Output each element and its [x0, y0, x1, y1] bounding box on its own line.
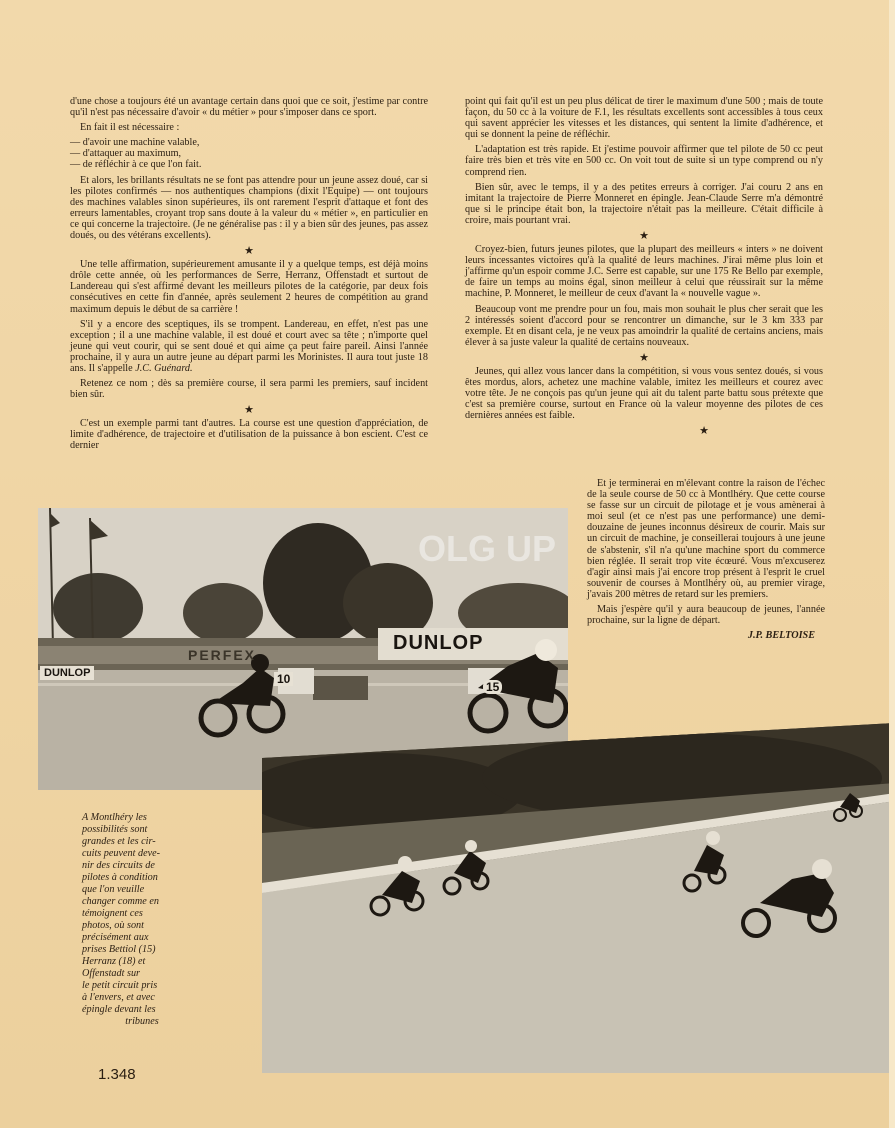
caption-line: nir des circuits de	[82, 860, 155, 871]
star-separator: ★	[244, 245, 254, 258]
star-separator: ★	[639, 351, 649, 364]
banner-dunlop-right: DUNLOP	[393, 632, 484, 654]
paragraph: d'une chose a toujours été un avantage certain dans quoi que ce soit, j'estime par contre qu'il n'est pas nécessaire d'avoir « du métier » pour s'imposer dans ce sport.	[70, 96, 428, 119]
race-photo-bottom-illustration	[262, 723, 895, 1073]
paragraph: point qui fait qu'il est un peu plus délicat de tirer le maximum d'une 500 ; mais de toute façon, du 50 cc à la voiture de F.1, les résultats excellents sont accessibles à tous ceux qui savent apprécier les vitesses et les distances, qui sentent la limite d'adhérence, et qui se donnent la peine de réfléchir.	[465, 96, 823, 141]
race-number-15: 15	[483, 680, 502, 694]
paragraph: Et alors, les brillants résultats ne se font pas attendre pour un jeune assez doué, car si les pilotes confirmés — nos authentiques champions (dixit l'Equipe) — ont toujours des machines valables sinon supérieures, ils ont rarement l'esprit d'attaque et font des erreurs lamentables, croyant trop sans doute à la valeur du « métier », en particulier en ce qui concerne la trajectoire. (Je ne généralise pas : il y a bien sûr des jeunes, pas assez doués, ou des vétérans excellents).	[70, 174, 428, 242]
star-separator: ★	[244, 404, 254, 417]
list-item: — d'avoir une machine valable,	[70, 137, 200, 149]
paragraph: Bien sûr, avec le temps, il y a des petites erreurs à corriger. J'ai couru 2 ans en imitant la trajectoire de Pierre Monneret en épingle. Jean-Claude Serre m'a démontré que si le principe était bon, la trajectoire n'était pas la meilleure. C'était difficile à croire, mais pourtant vrai.	[465, 181, 823, 226]
paragraph: Beaucoup vont me prendre pour un fou, mais mon souhait le plus cher serait que les 2 intéressés soient d'accord pour se rencontrer un dimanche, sur le 3 km 333 par exemple. Et en disant cela, je ne veux pas amoindrir la qualité de certains anciens, mais élever à sa juste valeur la qualité de certains nouveaux.	[465, 303, 823, 348]
article-closing-column	[587, 478, 825, 641]
requirements-list	[70, 137, 428, 170]
race-photo-bottom	[262, 723, 895, 1073]
caption-line: possibilités sont	[82, 824, 148, 835]
rider-name: J.C. Guénard.	[135, 362, 193, 374]
paragraph: En fait il est nécessaire :	[80, 122, 180, 134]
article-left-column	[70, 96, 428, 456]
caption-line: grandes et les cir-	[82, 836, 156, 847]
paragraph: Et je terminerai en m'élevant contre la raison de l'échec de la seule course de 50 cc à Montlhéry. Que cette course se fasse sur un circuit de pilotage et je vous amènerai à moi seul (et ce n'est pas une performance) une demi-douzaine de jeunes inconnus désireux de courir. Mais sur un circuit de machine, je conseillerai toujours à une jeune de s'abstenir, s'il n'a qu'une machine sport du commerce bien réglée. Il serait trop vite écœuré. Vous m'excuserez d'agir ainsi mais j'ai encore trop présent à l'esprit le cruel souvenir de courses à Montlhéry où, au premier virage, j'avais 200 mètres de retard sur les premiers.	[587, 478, 825, 600]
race-number-10: 10	[274, 672, 293, 686]
caption-line: épingle devant les	[82, 1004, 156, 1015]
banner-perfex: PERFEX	[188, 647, 257, 663]
author-signature: J.P. BELTOISE	[747, 630, 815, 642]
list-item: — d'attaquer au maximum,	[70, 148, 182, 160]
caption-line: précisément aux	[82, 932, 149, 943]
article-right-column	[465, 96, 823, 439]
paragraph: Une telle affirmation, supérieurement amusante il y a quelque temps, est déjà moins drôle cette année, où les performances de Serre, Herranz, Offenstadt et surtout de Landereau qui s'est affirmé devant les meilleurs pilotes de la catégorie, par deux fois consécutives en cette fin d'année, après seulement 2 heures de compétition au grand maximum depuis le début de sa carrière !	[70, 259, 428, 315]
paragraph: Retenez ce nom ; dès sa première course, il sera parmi les premiers, sauf incident bien sûr.	[70, 378, 428, 401]
star-separator: ★	[639, 230, 649, 243]
banner-dunlop-left: DUNLOP	[40, 666, 94, 680]
caption-line: Herranz (18) et	[82, 956, 146, 967]
photo-caption	[82, 812, 202, 1028]
caption-line: tribunes	[125, 1016, 159, 1027]
caption-line: pilotes à condition	[82, 872, 158, 883]
caption-line: à l'envers, et avec	[82, 992, 155, 1003]
caption-line: cuits peuvent deve-	[82, 848, 161, 859]
caption-line: que l'on veuille	[82, 884, 145, 895]
paragraph: Jeunes, qui allez vous lancer dans la compétition, si vous vous sentez doués, si vous êtes mordus, alors, achetez une machine valable, imitez les meilleurs et courez avec votre tête. Je ne conçois pas qu'un jeune qui ait du talent parte battu sous prétexte que c'est sa première course, surtout en France où la valeur moyenne des pilotes de ces dernières années est faible.	[465, 365, 823, 422]
page-number: 1.348	[98, 1066, 136, 1083]
watermark-logo: OLG UP	[418, 528, 557, 569]
paragraph: Mais j'espère qu'il y aura beaucoup de jeunes, l'année prochaine, sur la ligne de départ.	[587, 604, 825, 627]
paragraph: C'est un exemple parmi tant d'autres. La course est une question d'appréciation, de limite d'adhérence, de trajectoire et d'utilisation de la puissance à bon escient. C'est ce dernier	[70, 418, 428, 452]
caption-line: A Montlhéry les	[82, 812, 147, 823]
caption-line: prises Bettiol (15)	[82, 944, 156, 955]
list-item: — de réfléchir à ce que l'on fait.	[70, 159, 202, 171]
caption-line: changer comme en	[82, 896, 159, 907]
caption-line: témoignent ces	[82, 908, 143, 919]
caption-line: photos, où sont	[82, 920, 144, 931]
paragraph: L'adaptation est très rapide. Et j'estime pouvoir affirmer que tel pilote de 50 cc peut faire très bien et très vite en 500 cc. On voit tout de suite si un type comprend ou n'y comprend rien.	[465, 144, 823, 178]
caption-line: le petit circuit pris	[82, 980, 158, 991]
page-edge	[889, 0, 895, 1128]
caption-line: Offenstadt sur	[82, 968, 141, 979]
paragraph-text: S'il y a encore des sceptiques, ils se trompent. Landereau, en effet, n'est pas une exception ; il a une machine valable, il est doué et court avec sa tête ; n'importe quel jeune qui veut courir, qui se sent doué et qui aime ça peut faire pareil. Ainsi l'année prochaine, il y aura un autre jeune au départ parmi les Morinistes. Il aura tout juste 18 ans. Il s'appelle	[70, 318, 428, 374]
paragraph: Croyez-bien, futurs jeunes pilotes, que la plupart des meilleurs « inters » ne doivent leurs incessantes victoires qu'à la qualité de leurs machines. J'irai même plus loin et j'affirme qu'un espoir comme J.C. Serre est capable, sur une 175 Re Bello par exemple, de faire un temps au moins égal, sinon meilleur à celui que réussirait sur la même machine, P. Monneret, le meilleur de ceux d'avant la « nouvelle vague ».	[465, 244, 823, 300]
paragraph	[70, 319, 428, 374]
star-separator: ★	[699, 425, 709, 438]
